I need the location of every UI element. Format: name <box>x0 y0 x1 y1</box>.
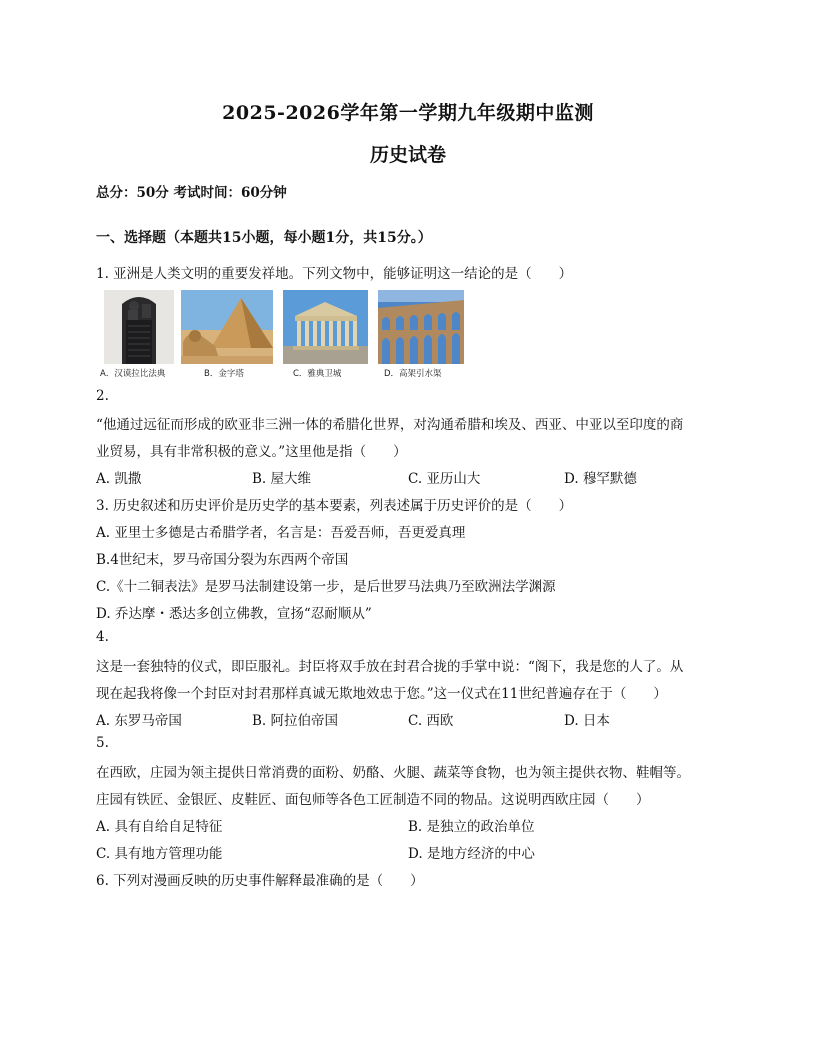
q2-stem-line2: 业贸易，具有非常积极的意义。”这里他是指（ ） <box>96 444 407 460</box>
q4-option-b: B. 阿拉伯帝国 <box>252 713 339 729</box>
q3-stem: 3. 历史叙述和历史评价是历史学的基本要素，列表述属于历史评价的是（ ） <box>96 498 573 514</box>
q3-option-d: D. 乔达摩・悉达多创立佛教，宣扬“忍耐顺从” <box>96 606 372 622</box>
q5-option-a: A. 具有自给自足特征 <box>96 819 223 835</box>
q5-number: 5. <box>96 735 109 751</box>
exam-meta: 总分：50分 考试时间：60分钟 <box>96 185 287 201</box>
q4-option-c: C. 西欧 <box>408 713 454 729</box>
q5-option-b: B. 是独立的政治单位 <box>408 819 535 835</box>
q4-stem-line2: 现在起我将像一个封臣对封君那样真诚无欺地效忠于您。”这一仪式在11世纪普遍存在于（ ） <box>96 686 667 702</box>
q5-stem-line1: 在西欧，庄园为领主提供日常消费的面粉、奶酪、火腿、蔬菜等食物，也为领主提供衣物、鞋帽等。 <box>96 765 690 781</box>
q2-option-d: D. 穆罕默德 <box>564 471 637 487</box>
stele-image <box>104 290 174 364</box>
q1-caption-c: C．雅典卫城 <box>293 369 342 379</box>
exam-title: 2025-2026学年第一学期九年级期中监测 <box>222 102 594 124</box>
q2-option-a: A. 凯撒 <box>96 471 142 487</box>
q3-option-b: B.4世纪末，罗马帝国分裂为东西两个帝国 <box>96 552 349 568</box>
pyramid-image <box>181 290 273 364</box>
q6-stem: 6. 下列对漫画反映的历史事件解释最准确的是（ ） <box>96 873 424 889</box>
q1-stem: 1. 亚洲是人类文明的重要发祥地。下列文物中，能够证明这一结论的是（ ） <box>96 266 573 282</box>
q4-option-d: D. 日本 <box>564 713 610 729</box>
q5-option-c: C. 具有地方管理功能 <box>96 846 223 862</box>
q1-caption-d: D．高架引水渠 <box>384 369 442 379</box>
q2-number: 2. <box>96 388 109 404</box>
aqueduct-image <box>378 290 464 364</box>
q5-option-d: D. 是地方经济的中心 <box>408 846 535 862</box>
q3-option-c: C.《十二铜表法》是罗马法制建设第一步，是后世罗马法典乃至欧洲法学渊源 <box>96 579 556 595</box>
q2-stem-line1: “他通过远征而形成的欧亚非三洲一体的希腊化世界，对沟通希腊和埃及、西亚、中亚以至印度的商 <box>96 417 684 433</box>
q3-option-a: A. 亚里士多德是古希腊学者，名言是：吾爱吾师，吾更爱真理 <box>96 525 466 541</box>
q4-stem-line1: 这是一套独特的仪式，即臣服礼。封臣将双手放在封君合拢的手掌中说：“阁下，我是您的人了。从 <box>96 659 684 675</box>
q1-caption-b: B．金字塔 <box>204 369 244 379</box>
q2-option-b: B. 屋大维 <box>252 471 312 487</box>
q4-number: 4. <box>96 629 109 645</box>
acropolis-image <box>283 290 368 364</box>
section-heading: 一、选择题（本题共15小题，每小题1分，共15分。） <box>96 230 432 246</box>
q2-option-c: C. 亚历山大 <box>408 471 481 487</box>
exam-subject-title: 历史试卷 <box>369 144 446 166</box>
q5-stem-line2: 庄园有铁匠、金银匠、皮鞋匠、面包师等各色工匠制造不同的物品。这说明西欧庄园（ ） <box>96 792 650 808</box>
q4-option-a: A. 东罗马帝国 <box>96 713 182 729</box>
q1-caption-a: A．汉谟拉比法典 <box>100 369 166 379</box>
